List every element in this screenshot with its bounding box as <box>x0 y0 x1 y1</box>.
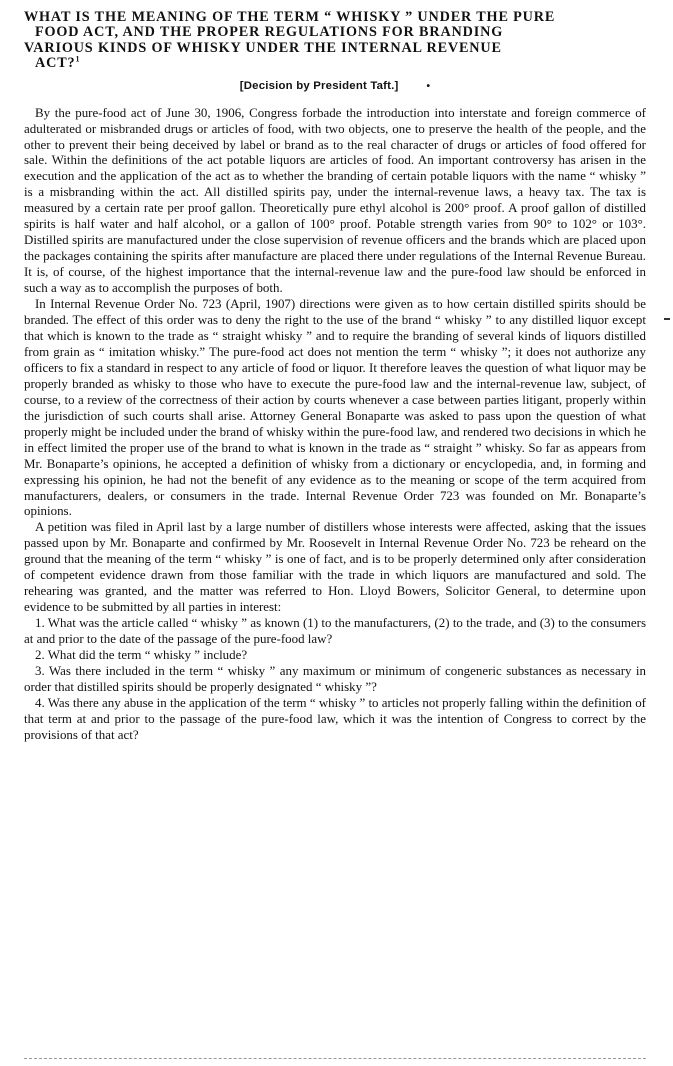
paragraph-1: By the pure-food act of June 30, 1906, Congress forbade the introduction into interstate and foreign commerce of adulterated or misbranded drugs or articles of food, with two objects, one to preserve the health of the people, and the other to prevent their being deceived by label or brand as to the real character of drugs or articles of food offered for sale. Within the definitions of the act potable liquors are articles of food. An important controversy has arisen in the execution and the application of the act as to whether the branding of certain potable liquors with the name “ whisky ” is a misbranding within the act. All distilled spirits pay, under the internal-revenue laws, a heavy tax. The tax is measured by a certain rate per proof gallon. Theoretically pure ethyl alcohol is 200° proof. A proof gallon of distilled spirits is half water and half alcohol, or a gallon of 100° proof. Potable strength varies from 90° to 102° or 103°. Distilled spirits are manufactured under the close supervision of revenue officers and the brands which are placed upon the packages containing the spirits after manufacture are placed there under regulations of the Internal Revenue Bureau. It is, of course, of the highest importance that the internal-revenue law and the pure-food law should be enforced in such a way as to accomplish the purposes of both. <box>24 104 646 296</box>
bottom-rule <box>24 1058 646 1059</box>
decision-text: [Decision by President Taft.] <box>239 79 399 92</box>
decision-line <box>24 80 646 92</box>
paragraph-2: In Internal Revenue Order No. 723 (April, 1907) directions were given as to how certain distilled spirits should be branded. The effect of this order was to deny the right to the use of the brand “ whisky ” to any distilled liquor except that which is known to the trade as “ straight whisky ” and to require the branding of several kinds of liquors distilled from grain as “ imitation whisky.” The pure-food act does not mention the term “ whisky ”; it does not authorize any officers to fix a standard in respect to any article of food or liquor. It therefore leaves the question of what liquor may be properly branded as whisky to those who have to execute the pure-food law and the internal-revenue law, subject, of course, to a review of the correctness of their action by courts whenever a case between parties litigant, properly within the jurisdiction of such courts shall arise. Attorney General Bonaparte was asked to pass upon the question of what properly might be included under the brand of whisky within the pure-food law, and rendered two decisions in which he in effect limited the proper use of the brand to what is known in the trade as “ straight ” whisky. So far as appears from Mr. Bonaparte’s opinions, he accepted a definition of whisky from a dictionary or encyclopedia, and, in forming and expressing his opinion, he had not the benefit of any evidence as to the meaning or scope of the term acquired from manufacturers, dealers, or consumers in the trade. Internal Revenue Order 723 was founded on Mr. Bonaparte’s opinions. <box>24 296 646 519</box>
article-title <box>24 10 646 72</box>
question-4: 4. Was there any abuse in the application of the term “ whisky ” to articles not properly falling within the definition of that term at and prior to the passage of the pure-food law, which it was the intention of Congress to correct by the provisions of that act? <box>24 694 646 742</box>
margin-dash <box>664 318 670 320</box>
question-1: 1. What was the article called “ whisky ” as known (1) to the manufacturers, (2) to the trade, and (3) to the consumers at and prior to the date of the passage of the pure-food law? <box>24 615 646 647</box>
article-body <box>24 105 646 743</box>
paragraph-3: A petition was filed in April last by a large number of distillers whose interests were affected, asking that the issues passed upon by Mr. Bonaparte and confirmed by Mr. Roosevelt in Internal Revenue Order No. 723 be reheard on the ground that the meaning of the term “ whisky ” is one of fact, and is to be properly determined only after consideration of competent evidence drawn from those familiar with the trade in which liquors are manufactured and sold. The rehearing was granted, and the matter was referred to Hon. Lloyd Bowers, Solicitor General, to determine upon evidence to be submitted by all parties in interest: <box>24 519 646 615</box>
title-line-2: FOOD ACT, AND THE PROPER REGULATIONS FOR BRANDING <box>35 24 504 41</box>
question-3: 3. Was there included in the term “ whisky ” any maximum or minimum of congeneric substances as necessary in order that distilled spirits should be properly designated “ whisky ”? <box>24 662 646 694</box>
title-line-1: WHAT IS THE MEANING OF THE TERM “ WHISKY ” UNDER THE PURE <box>24 9 556 25</box>
title-line-4 <box>24 56 646 71</box>
stray-mark: • <box>426 80 431 92</box>
footnote-marker: 1 <box>75 54 80 64</box>
question-2: 2. What did the term “ whisky ” include? <box>35 647 248 663</box>
title-line-3: VARIOUS KINDS OF WHISKY UNDER THE INTERNAL REVENUE <box>24 39 502 56</box>
title-line-4-text: ACT? <box>35 55 76 72</box>
